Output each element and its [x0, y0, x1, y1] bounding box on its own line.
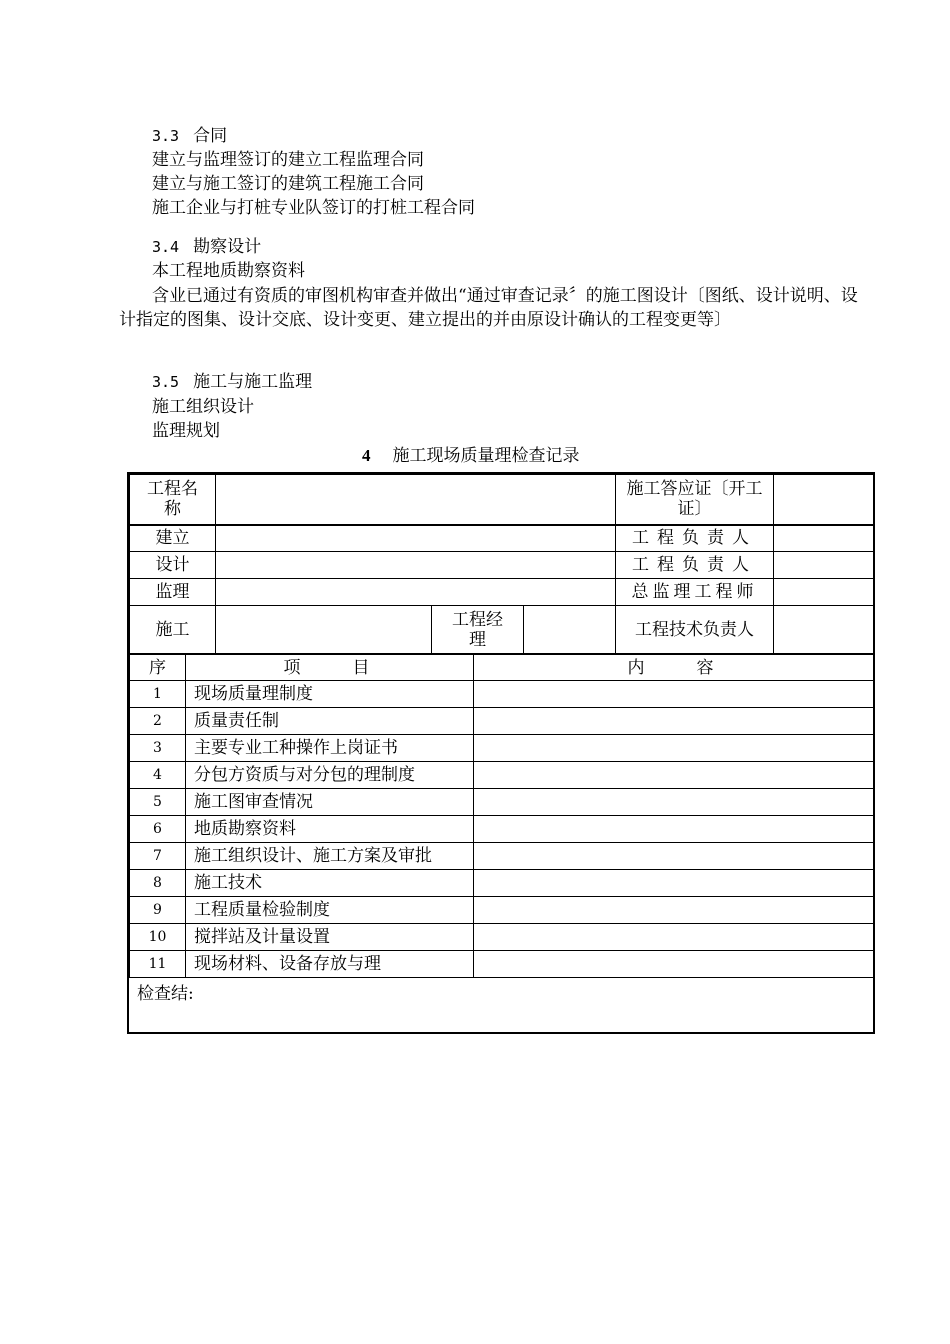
section-3-4-heading: [152, 237, 261, 257]
row-content-field[interactable]: [474, 843, 874, 870]
section-number: 3.4: [152, 238, 180, 256]
row-item: 主要专业工种操作上岗证书: [186, 735, 474, 762]
row-item: 施工图审查情况: [186, 789, 474, 816]
permit-label: 施工答应证〔开工证〕: [616, 475, 774, 525]
row-item: 搅拌站及计量设置: [186, 924, 474, 951]
section-number: 3.3: [152, 127, 180, 145]
row-content-field[interactable]: [474, 870, 874, 897]
section-3-3-heading: [152, 126, 227, 146]
row-number: 7: [130, 843, 186, 870]
table-row: [130, 816, 874, 843]
form-header-table: [129, 474, 874, 654]
contractor-field[interactable]: [216, 606, 432, 654]
table-title: [362, 446, 580, 466]
row-number: 5: [130, 789, 186, 816]
design-unit-field[interactable]: [216, 552, 616, 579]
table-row: [130, 897, 874, 924]
row-content-field[interactable]: [474, 762, 874, 789]
project-lead-label: 工程负责人: [616, 552, 774, 579]
row-item: 分包方资质与对分包的理制度: [186, 762, 474, 789]
project-lead-label: 工程负责人: [616, 525, 774, 552]
row-number: 2: [130, 708, 186, 735]
permit-field[interactable]: [774, 475, 874, 525]
construction-lead-field[interactable]: [774, 525, 874, 552]
table-row: [130, 708, 874, 735]
row-number: 9: [130, 897, 186, 924]
table-row: [130, 735, 874, 762]
table-row: [130, 870, 874, 897]
row-item: 工程质量检验制度: [186, 897, 474, 924]
row-content-field[interactable]: [474, 816, 874, 843]
section-title: 合同: [193, 126, 228, 146]
col-content-header: 内 容: [474, 655, 874, 681]
row-number: 8: [130, 870, 186, 897]
design-paragraph: 含业已通过有资质的审图机构审查并做出“通过审查记录〞的施工图设计〔图纸、设计说明、设计指定的图集、设计交底、设计变更、建立提出的并由原设计确认的工程变更等〕: [119, 286, 858, 330]
table-row: [130, 789, 874, 816]
contractor-label: 施工: [130, 606, 216, 654]
row-number: 4: [130, 762, 186, 789]
row-number: 10: [130, 924, 186, 951]
check-items-table: [129, 654, 874, 978]
project-name-field[interactable]: [216, 475, 616, 525]
table-row: [130, 843, 874, 870]
project-name-label: 工程名称: [130, 475, 216, 525]
row-item: 地质勘察资料: [186, 816, 474, 843]
row-content-field[interactable]: [474, 897, 874, 924]
row-number: 1: [130, 681, 186, 708]
supervision-unit-label: 监理: [130, 579, 216, 606]
list-item: 施工企业与打桩专业队签订的打桩工程合同: [152, 198, 475, 218]
row-content-field[interactable]: [474, 924, 874, 951]
row-item: 施工技术: [186, 870, 474, 897]
supervision-unit-field[interactable]: [216, 579, 616, 606]
col-no-header: 序: [130, 655, 186, 681]
chief-engineer-label: 总监理工程师: [616, 579, 774, 606]
chief-engineer-field[interactable]: [774, 579, 874, 606]
row-content-field[interactable]: [474, 789, 874, 816]
row-item: 施工组织设计、施工方案及审批: [186, 843, 474, 870]
inspection-form: [127, 472, 875, 1034]
list-item: 本工程地质勘察资料: [152, 261, 305, 281]
construction-unit-field[interactable]: [216, 525, 616, 552]
section-title: 施工与施工监理: [193, 372, 313, 392]
construction-unit-label: 建立: [130, 525, 216, 552]
table-row: [130, 951, 874, 978]
section-number: 3.5: [152, 373, 180, 391]
section-title: 勘察设计: [193, 237, 262, 257]
project-manager-label: 工程经理: [432, 606, 524, 654]
row-number: 11: [130, 951, 186, 978]
list-item: 建立与施工签订的建筑工程施工合同: [152, 174, 424, 194]
list-item: 施工组织设计: [152, 397, 254, 417]
table-row: [130, 762, 874, 789]
conclusion-label: 检查结:: [137, 984, 194, 1004]
project-manager-field[interactable]: [524, 606, 616, 654]
section-3-5-heading: [152, 372, 312, 392]
row-number: 3: [130, 735, 186, 762]
table-title-text: 施工现场质量理检查记录: [392, 446, 580, 466]
design-unit-label: 设计: [130, 552, 216, 579]
row-content-field[interactable]: [474, 708, 874, 735]
table-number: 4: [362, 446, 371, 465]
row-number: 6: [130, 816, 186, 843]
design-lead-field[interactable]: [774, 552, 874, 579]
row-item: 质量责任制: [186, 708, 474, 735]
col-item-header: 项 目: [186, 655, 474, 681]
list-item: 监理规划: [152, 421, 220, 441]
row-content-field[interactable]: [474, 735, 874, 762]
table-row: [130, 681, 874, 708]
row-item: 现场材料、设备存放与理: [186, 951, 474, 978]
row-content-field[interactable]: [474, 951, 874, 978]
row-item: 现场质量理制度: [186, 681, 474, 708]
table-row: [130, 924, 874, 951]
list-item: 建立与监理签订的建立工程监理合同: [152, 150, 424, 170]
row-content-field[interactable]: [474, 681, 874, 708]
tech-lead-label: 工程技术负责人: [616, 606, 774, 654]
tech-lead-field[interactable]: [774, 606, 874, 654]
